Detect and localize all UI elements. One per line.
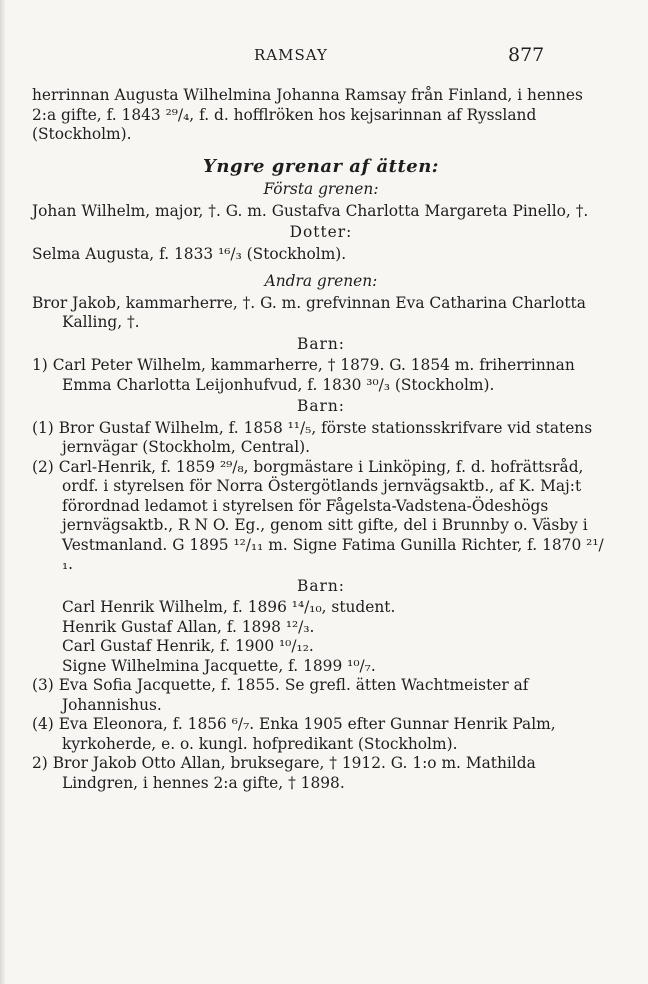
paragraph-augusta: herrinnan Augusta Wilhelmina Johanna Ramsay från Finland, i hennes 2:a gifte, f. 1843 ²⁹/₄, f. d. hofflröken hos kejsarinnan af Ryssland (Stockholm). [32, 86, 583, 143]
child-carl-henrik-wilhelm: Carl Henrik Wilhelm, f. 1896 ¹⁴/₁₀, student. [62, 598, 396, 616]
entry-bror-jakob-otto-allan: 2) Bror Jakob Otto Allan, bruksegare, † 1912. G. 1:o m. Mathilda Lindgren, i hennes 2:a gifte, † 1898. [32, 754, 536, 792]
page-body [32, 86, 610, 793]
label-barn-1: Barn: [297, 334, 345, 353]
subheading-forsta-grenen: Första grenen: [263, 180, 379, 198]
child-carl-gustaf-henrik: Carl Gustaf Henrik, f. 1900 ¹⁰/₁₂. [62, 637, 314, 655]
entry-eva-sofia: (3) Eva Sofia Jacquette, f. 1855. Se grefl. ätten Wachtmeister af Johannishus. [32, 676, 529, 714]
entry-selma-augusta: Selma Augusta, f. 1833 ¹⁶/₃ (Stockholm). [32, 244, 347, 263]
entry-bror-jakob: Bror Jakob, kammarherre, †. G. m. grefvinnan Eva Catharina Charlotta Kalling, †. [32, 293, 586, 331]
label-barn-2: Barn: [297, 397, 345, 415]
label-dotter: Dotter: [289, 223, 353, 241]
page-number: 877 [508, 44, 545, 66]
entry-carl-henrik: (2) Carl-Henrik, f. 1859 ²⁹/₈, borgmästare i Linköping, f. d. hofrättsråd, ordf. i styrelsen för Norra Östergötlands jernvägsaktb., af K. Maj:t förordnad ledamot i styrelsen för Fågelsta-Vadstena-Ödeshögs jernvägsaktb., R N O. Eg., genom sitt gifte, del i Brunnby o. Väsby i Vestmanland. G 1895 ¹²/₁₁ m. Signe Fatima Gunilla Richter, f. 1870 ²¹/₁. [32, 457, 604, 573]
child-signe-wilhelmina: Signe Wilhelmina Jacquette, f. 1899 ¹⁰/₇. [62, 656, 376, 675]
entry-carl-peter-wilhelm: 1) Carl Peter Wilhelm, kammarherre, † 1879. G. 1854 m. friherrinnan Emma Charlotta Leijonhufvud, f. 1830 ³⁰/₃ (Stockholm). [32, 356, 575, 394]
page-header [0, 44, 648, 74]
label-barn-3: Barn: [297, 576, 345, 595]
running-head: RAMSAY [254, 46, 328, 64]
section-heading-yngre-grenar: Yngre grenar af ätten: [203, 155, 439, 177]
subheading-andra-grenen: Andra grenen: [264, 272, 378, 290]
entry-eva-eleonora: (4) Eva Eleonora, f. 1856 ⁶/₇. Enka 1905 efter Gunnar Henrik Palm, kyrkoherde, e. o. kungl. hofpredikant (Stockholm). [32, 715, 556, 753]
page-edge-shadow [0, 0, 6, 984]
entry-bror-gustaf-wilhelm: (1) Bror Gustaf Wilhelm, f. 1858 ¹¹/₅, förste stationsskrifvare vid statens jernvägar (Stockholm, Central). [32, 418, 593, 456]
entry-johan-wilhelm: Johan Wilhelm, major, †. G. m. Gustafva Charlotta Margareta Pinello, †. [32, 201, 589, 220]
child-henrik-gustaf-allan: Henrik Gustaf Allan, f. 1898 ¹²/₃. [62, 617, 315, 636]
